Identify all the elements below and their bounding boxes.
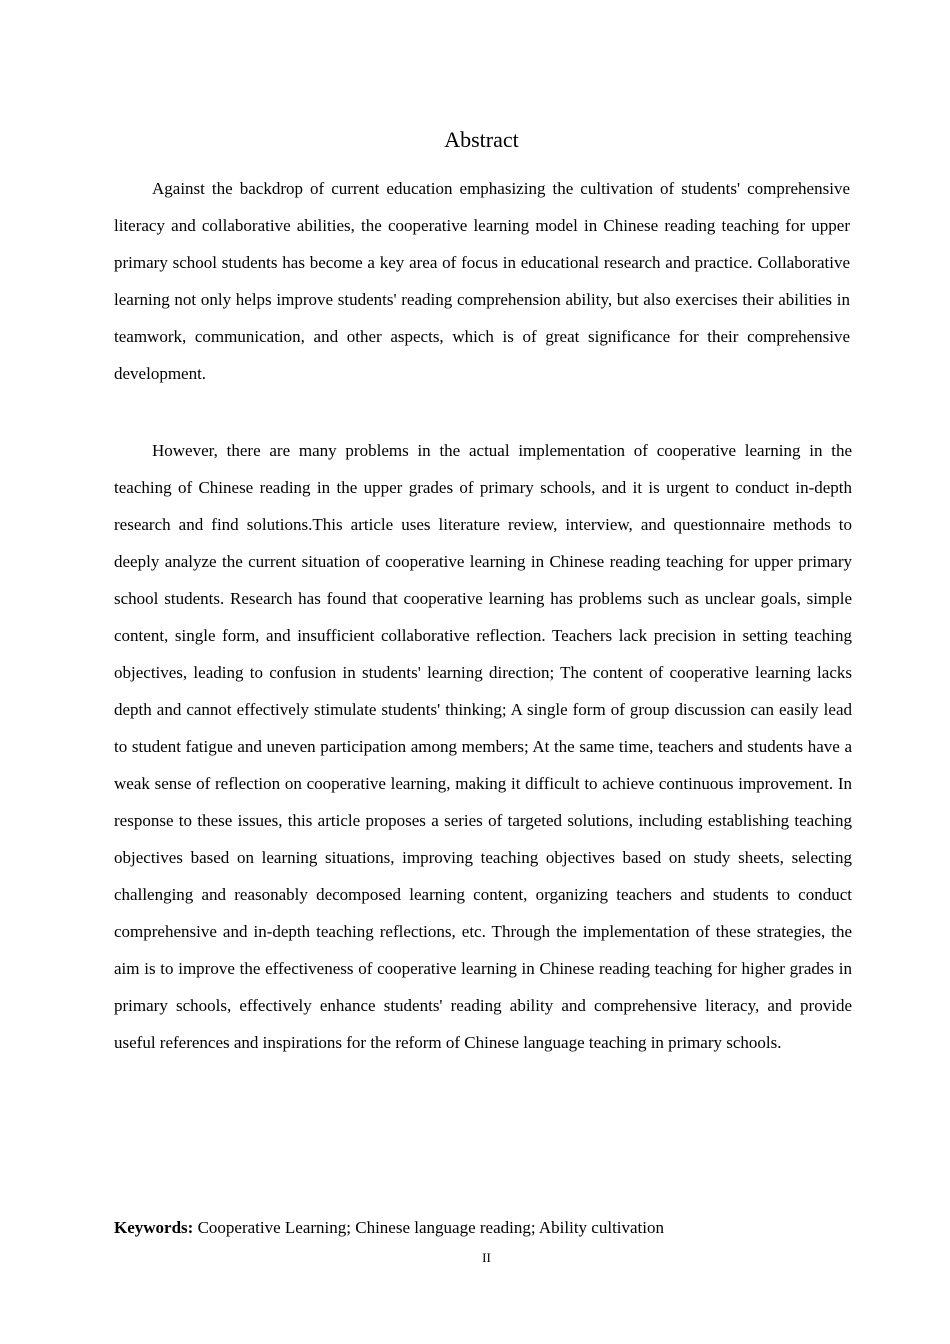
abstract-title: Abstract bbox=[444, 127, 519, 152]
keywords-label: Keywords: bbox=[114, 1218, 194, 1237]
abstract-paragraph-2: However, there are many problems in the actual implementation of cooperative learning in the teaching of Chinese reading in the upper grades of primary schools, and it is urgent to conduct in-depth research and find solutions.This article uses literature review, interview, and questionnaire methods to deeply analyze the current situation of cooperative learning in Chinese reading teaching for upper primary school students. Research has found that cooperative learning has problems such as unclear goals, simple content, single form, and insufficient collaborative reflection. Teachers lack precision in setting teaching objectives, leading to confusion in students' learning direction; The content of cooperative learning lacks depth and cannot effectively stimulate students' thinking; A single form of group discussion can easily lead to student fatigue and uneven participation among members; At the same time, teachers and students have a weak sense of reflection on cooperative learning, making it difficult to achieve continuous improvement. In response to these issues, this article proposes a series of targeted solutions, including establishing teaching objectives based on learning situations, improving teaching objectives based on study sheets, selecting challenging and reasonably decomposed learning content, organizing teachers and students to conduct comprehensive and in-depth teaching reflections, etc. Through the implementation of these strategies, the aim is to improve the effectiveness of cooperative learning in Chinese reading teaching for higher grades in primary schools, effectively enhance students' reading ability and comprehensive literacy, and provide useful references and inspirations for the reform of Chinese language teaching in primary schools. bbox=[114, 441, 852, 1052]
keywords-value: Cooperative Learning; Chinese language reading; Ability cultivation bbox=[193, 1218, 665, 1237]
page-number: II bbox=[482, 1250, 491, 1265]
keywords-line bbox=[114, 1214, 874, 1242]
abstract-paragraph-1: Against the backdrop of current education emphasizing the cultivation of students' comprehensive literacy and collaborative abilities, the cooperative learning model in Chinese reading teaching for upper primary school students has become a key area of focus in educational research and practice. Collaborative learning not only helps improve students' reading comprehension ability, but also exercises their abilities in teamwork, communication, and other aspects, which is of great significance for their comprehensive development. bbox=[114, 179, 850, 383]
